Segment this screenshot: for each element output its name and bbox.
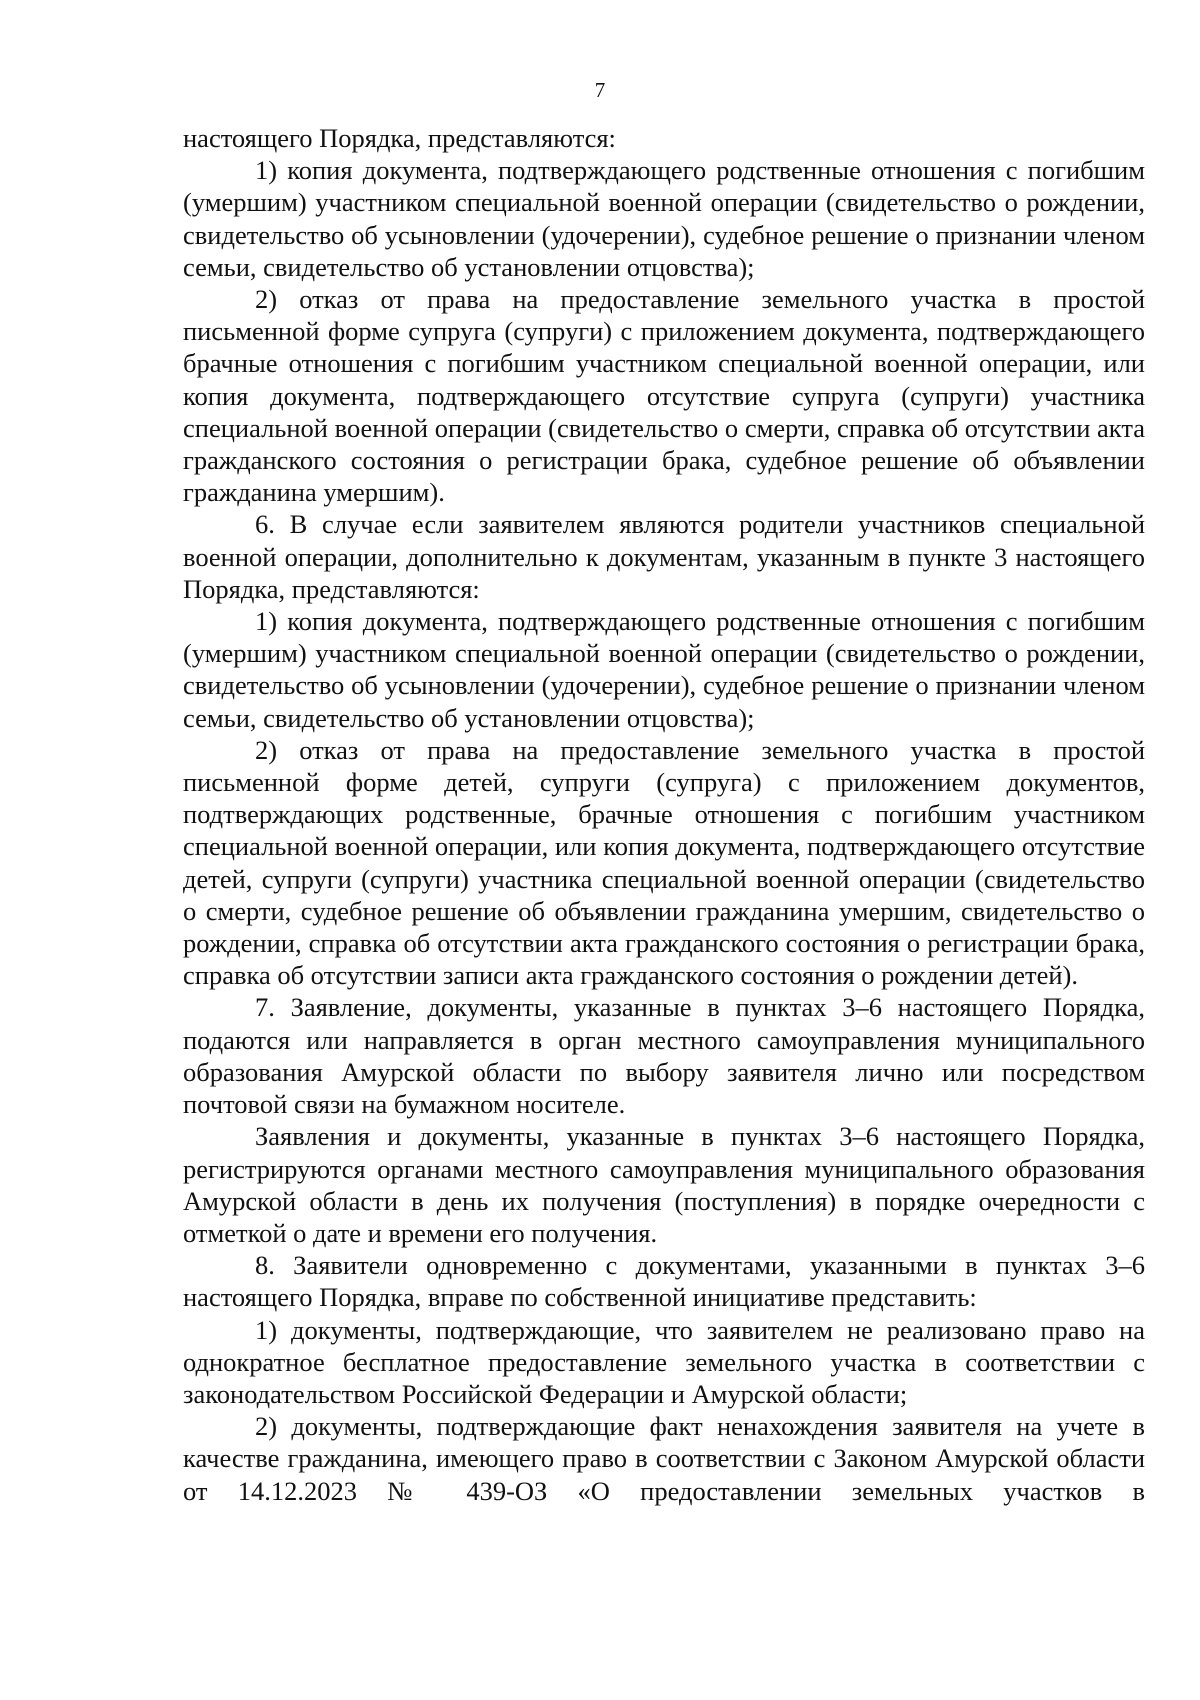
paragraph-7-registration: Заявления и документы, указанные в пунктах 3–6 настоящего Порядка, регистрируются органами местного самоуправления муниципального образования Амурской области в день их получения (поступления) в порядке очередности с отметкой о дате и времени его получения. xyxy=(183,1121,1145,1248)
paragraph-8-item-1: 1) документы, подтверждающие, что заявителем не реализовано право на однократное бесплатное предоставление земельного участка в соответствии с законодательством Российской Федерации и Амурской области; xyxy=(183,1314,1145,1409)
paragraph-8-item-2: 2) документы, подтверждающие факт ненахождения заявителя на учете в качестве гражданина, имеющего право в соответствии с Законом Амурской области от 14.12.2023 № 439-ОЗ «О предоставлении земельных участков в xyxy=(183,1411,1145,1506)
paragraph-5-item-1: 1) копия документа, подтверждающего родственные отношения с погибшим (умершим) участником специальной военной операции (свидетельство о рождении, свидетельство об усыновлении (удочерении), судебное решение о признании членом семьи, свидетельство об установлении отцовства); xyxy=(183,155,1145,282)
document-body xyxy=(183,122,1145,1507)
paragraph-5-item-2: 2) отказ от права на предоставление земельного участка в простой письменной форме супруга (супруги) с приложением документа, подтверждающего брачные отношения с погибшим участником специальной военной операции, или копия документа, подтверждающего отсутствие супруга (супруги) участника специальной военной операции (свидетельство о смерти, справка об отсутствии акта гражданского состояния о регистрации брака, судебное решение об объявлении гражданина умершим). xyxy=(183,284,1145,508)
paragraph-7: 7. Заявление, документы, указанные в пунктах 3–6 настоящего Порядка, подаются или направляется в орган местного самоуправления муниципального образования Амурской области по выбору заявителя лично или посредством почтовой связи на бумажном носителе. xyxy=(183,992,1145,1120)
paragraph-8: 8. Заявители одновременно с документами, указанными в пунктах 3–6 настоящего Порядка, вправе по собственной инициативе представить: xyxy=(183,1250,1145,1313)
paragraph-6-item-1: 1) копия документа, подтверждающего родственные отношения с погибшим (умершим) участником специальной военной операции (свидетельство о рождении, свидетельство об усыновлении (удочерении), судебное решение о признании членом семьи, свидетельство об установлении отцовства); xyxy=(183,606,1145,733)
page-number: 7 xyxy=(594,78,606,102)
paragraph-continuation: настоящего Порядка, представляются: xyxy=(183,123,616,153)
paragraph-6: 6. В случае если заявителем являются родители участников специальной военной операции, дополнительно к документам, указанным в пункте 3 настоящего Порядка, представляются: xyxy=(183,509,1145,604)
paragraph-6-item-2: 2) отказ от права на предоставление земельного участка в простой письменной форме детей, супруги (супруга) с приложением документов, подтверждающих родственные, брачные отношения с погибшим участником специальной военной операции, или копия документа, подтверждающего отсутствие детей, супруги (супруги) участника специальной военной операции (свидетельство о смерти, судебное решение об объявлении гражданина умершим, свидетельство о рождении, справка об отсутствии акта гражданского состояния о регистрации брака, справка об отсутствии записи акта гражданского состояния о рождении детей). xyxy=(183,734,1145,991)
